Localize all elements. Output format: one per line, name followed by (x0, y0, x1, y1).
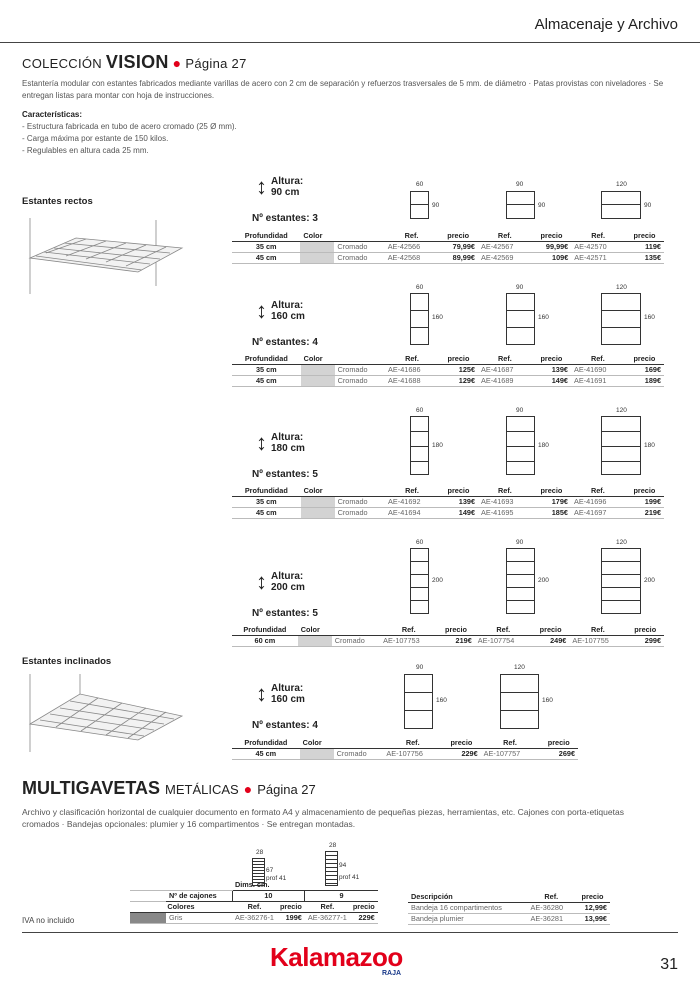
multigavetas-description: Archivo y clasificación horizontal de cualquier documento en formato A4 y almacenamiento de pequeñas piezas, herramientas, etc. Cajones con porta-etiquetas cromados · Bandejas opcionales: plumier y 16 compartimentos · Se entregan montadas. (22, 807, 624, 829)
col-header: precio (438, 230, 478, 241)
diagram-width-label: 90 (516, 539, 524, 546)
price-cell: 199€ (625, 496, 664, 507)
diagram-width-label: 60 (416, 539, 424, 546)
price-cell: 249€ (532, 635, 569, 646)
diagram-width-label: 90 (416, 664, 424, 671)
colores-label: Colores (130, 901, 232, 912)
price-cell: 189€ (625, 375, 664, 386)
col-header: Ref. (571, 230, 625, 241)
shelf-diagram (506, 548, 535, 614)
diagram-width-label: 60 (416, 284, 424, 291)
col-header: Ref. (385, 230, 439, 241)
col-header: Ref. (478, 353, 532, 364)
col-header: Ref. (305, 901, 350, 912)
page-ref: Página 27 (185, 56, 247, 71)
table-row (232, 507, 664, 518)
altura-label: Altura: (271, 571, 304, 582)
height-indicator (256, 296, 305, 326)
col-header: Ref. (383, 737, 442, 748)
price-cell: 229€ (442, 748, 481, 759)
col-header: Ref. (478, 230, 532, 241)
col-header: precio (442, 737, 481, 748)
feature-item: - Carga máxima por estante de 150 kilos. (22, 134, 169, 143)
kalamazoo-logo: Kalamazoo (270, 942, 403, 972)
color-cell: Gris (166, 912, 232, 923)
feature-item: - Regulables en altura cada 25 mm. (22, 146, 149, 155)
shelf-diagram (506, 191, 535, 219)
price-cell: 219€ (625, 507, 664, 518)
iva-note: IVA no incluido (22, 916, 75, 925)
cajones-label: Nº de cajones (166, 890, 232, 901)
price-cell: 149€ (532, 375, 571, 386)
height-indicator (256, 567, 305, 597)
diagram-height-label: 180 (644, 442, 655, 449)
color-cell: Cromado (332, 635, 380, 646)
col-header: precio (350, 901, 378, 912)
table-row (232, 748, 578, 759)
diagram-height-label: 160 (436, 697, 447, 704)
ref-cell: AE-107755 (569, 635, 626, 646)
prof-cell: 35 cm (232, 496, 301, 507)
col-header: precio (625, 485, 664, 496)
price-cell: 139€ (439, 496, 478, 507)
altura-value: 160 cm (271, 311, 305, 322)
height-indicator (256, 172, 303, 202)
col-header: precio (532, 230, 572, 241)
price-cell: 149€ (439, 507, 478, 518)
col-header: Ref. (385, 353, 439, 364)
vision-description: Estantería modular con estantes fabricados mediante varillas de acero con 2 cm de separación y refuerzos trasversales de 5 mm. de diámetro · Patas provistas con niveladores · Se entregan listas para montar con hoja de instrucciones. (22, 79, 664, 100)
diagram-width-label: 60 (416, 407, 424, 414)
col-header: Profundidad (232, 230, 300, 241)
altura-label: Altura: (271, 683, 304, 694)
col-header: Color (300, 737, 384, 748)
table-row (232, 375, 664, 386)
ref-cell: AE-107753 (380, 635, 437, 646)
color-cell: Cromado (334, 748, 384, 759)
price-cell: 139€ (532, 364, 571, 375)
label-estantes-rectos: Estantes rectos (22, 196, 93, 207)
diagram-height-label: 160 (644, 314, 655, 321)
color-cell: Cromado (335, 364, 385, 375)
diagram-height-label: 160 (538, 314, 549, 321)
ref-cell: AE-42568 (385, 252, 439, 263)
ref-cell: AE-41696 (571, 496, 625, 507)
col-header: Color (300, 230, 384, 241)
shelf-diagram (506, 293, 535, 345)
shelf-inclined-image (26, 674, 186, 752)
altura-value: 200 cm (271, 582, 305, 593)
height-indicator (256, 679, 305, 709)
bullet-icon: ● (243, 781, 253, 797)
prof-cell: 35 cm (232, 241, 300, 252)
shelf-diagram (404, 674, 433, 729)
ref-cell: AE-107756 (383, 748, 442, 759)
diagram-height-label: 90 (432, 202, 440, 209)
ref-cell: AE-41686 (385, 364, 439, 375)
col-header: precio (539, 737, 578, 748)
table-row (232, 241, 664, 252)
ref-cell: AE-41693 (478, 496, 532, 507)
col-header: Ref. (528, 891, 575, 902)
shelf-diagram (601, 293, 641, 345)
col-header: Descripción (408, 891, 528, 902)
ref-cell: AE-41692 (385, 496, 439, 507)
price-cell: 129€ (439, 375, 478, 386)
col-header: Ref. (475, 624, 532, 635)
shelf-diagram (410, 191, 429, 219)
cabinet-depth-label: prof 41 (266, 875, 287, 882)
price-cell: 109€ (532, 252, 572, 263)
ref-cell: AE-42569 (478, 252, 532, 263)
shelf-diagram (410, 416, 429, 475)
header-divider (0, 42, 700, 43)
col-header: precio (439, 485, 478, 496)
height-ruler-icon: ↕ (256, 298, 267, 323)
prof-cell: 45 cm (232, 748, 300, 759)
col-header: precio (532, 353, 571, 364)
col-header: Profundidad (232, 624, 298, 635)
ref-cell: AE-36276-1 (232, 912, 277, 923)
color-swatch (301, 496, 335, 507)
color-cell: Cromado (335, 507, 385, 518)
num-shelves: Nº estantes: 3 (252, 213, 318, 224)
diagram-width-label: 120 (616, 407, 627, 414)
dims-label: Dims. cm. (232, 879, 378, 890)
altura-value: 160 cm (271, 694, 305, 705)
col-header: precio (625, 353, 664, 364)
diagram-width-label: 120 (616, 181, 627, 188)
height-ruler-icon: ↕ (256, 174, 267, 199)
col-header: precio (277, 901, 305, 912)
ref-cell: AE-36277-1 (305, 912, 350, 923)
desc-cell: Bandeja plumier (408, 913, 528, 924)
shelf-diagram (410, 548, 429, 614)
price-cell: 12,99€ (575, 902, 610, 913)
collection-name: VISION (105, 52, 169, 72)
col-header: Ref. (569, 624, 626, 635)
price-table (232, 737, 578, 760)
price-cell: 79,99€ (438, 241, 478, 252)
ref-cell: AE-41694 (385, 507, 439, 518)
altura-label: Altura: (271, 432, 304, 443)
col-header: Color (301, 353, 385, 364)
page-number: 31 (660, 956, 678, 973)
ref-cell: AE-41695 (478, 507, 532, 518)
diagram-height-label: 200 (432, 577, 443, 584)
price-cell: 89,99€ (438, 252, 478, 263)
ref-cell: AE-41690 (571, 364, 625, 375)
diagram-height-label: 160 (432, 314, 443, 321)
col-header: Ref. (571, 485, 625, 496)
color-swatch (300, 241, 334, 252)
price-cell: 125€ (439, 364, 478, 375)
col-header: precio (575, 891, 610, 902)
price-cell: 13,99€ (575, 913, 610, 924)
diagram-width-label: 120 (616, 539, 627, 546)
col-header: precio (532, 485, 571, 496)
page-ref: Página 27 (257, 782, 316, 797)
diagram-height-label: 90 (538, 202, 546, 209)
price-table (232, 624, 664, 647)
altura-value: 90 cm (271, 187, 300, 198)
prof-cell: 35 cm (232, 364, 301, 375)
footer-divider (22, 932, 678, 933)
shelf-diagram (410, 293, 429, 345)
diagram-height-label: 160 (542, 697, 553, 704)
ref-cell: AE-107754 (475, 635, 532, 646)
table-row (130, 912, 378, 923)
price-cell: 219€ (437, 635, 474, 646)
cajones-value: 10 (232, 890, 305, 901)
prof-cell: 45 cm (232, 507, 301, 518)
accessories-table (408, 891, 610, 925)
multigavetas-table (130, 879, 378, 924)
price-cell: 179€ (532, 496, 571, 507)
diagram-height-label: 180 (538, 442, 549, 449)
ref-cell: AE-42570 (571, 241, 625, 252)
price-cell: 169€ (625, 364, 664, 375)
price-table (232, 230, 664, 264)
price-cell: 135€ (625, 252, 664, 263)
col-header: Ref. (385, 485, 439, 496)
shelf-diagram (500, 674, 539, 729)
shelf-diagram (601, 416, 641, 475)
diagram-height-label: 90 (644, 202, 652, 209)
bullet-icon: ● (172, 55, 182, 71)
caracteristicas-title: Características: (22, 110, 83, 119)
price-table (232, 485, 664, 519)
height-ruler-icon: ↕ (256, 430, 267, 455)
ref-cell: AE-41687 (478, 364, 532, 375)
diagram-width-label: 90 (516, 181, 524, 188)
col-header: precio (439, 353, 478, 364)
cabinet-depth-label: prof 41 (339, 874, 360, 881)
shelf-diagram (601, 548, 641, 614)
cabinet-height-label: 67 (266, 867, 274, 874)
table-row (408, 902, 610, 913)
coleccion-label: COLECCIÓN (22, 56, 102, 71)
color-swatch (301, 364, 335, 375)
diagram-width-label: 90 (516, 284, 524, 291)
col-header: Ref. (481, 737, 540, 748)
desc-cell: Bandeja 16 compartimentos (408, 902, 528, 913)
ref-cell: AE-41697 (571, 507, 625, 518)
color-cell: Cromado (335, 496, 385, 507)
ref-cell: AE-41691 (571, 375, 625, 386)
price-cell: 269€ (539, 748, 578, 759)
col-header: Color (301, 485, 385, 496)
col-header: Ref. (232, 901, 277, 912)
color-swatch (300, 748, 334, 759)
ref-cell: AE-42567 (478, 241, 532, 252)
cabinet-width-label: 28 (329, 842, 337, 849)
col-header: Profundidad (232, 485, 301, 496)
ref-cell: AE-42566 (385, 241, 439, 252)
shelf-diagram (601, 191, 641, 219)
color-swatch (301, 375, 335, 386)
diagram-width-label: 90 (516, 407, 524, 414)
altura-label: Altura: (271, 176, 304, 187)
feature-item: - Estructura fabricada en tubo de acero cromado (25 Ø mm). (22, 122, 237, 131)
diagram-height-label: 200 (644, 577, 655, 584)
num-shelves: Nº estantes: 4 (252, 337, 318, 348)
price-cell: 299€ (626, 635, 664, 646)
diagram-height-label: 200 (538, 577, 549, 584)
color-swatch (300, 252, 334, 263)
color-cell: Cromado (334, 252, 384, 263)
num-shelves: Nº estantes: 4 (252, 720, 318, 731)
section-title: Almacenaje y Archivo (534, 16, 678, 33)
col-header: precio (437, 624, 474, 635)
height-ruler-icon: ↕ (256, 569, 267, 594)
table-row (232, 635, 664, 646)
color-swatch (130, 912, 166, 923)
prof-cell: 60 cm (232, 635, 298, 646)
price-cell: 185€ (532, 507, 571, 518)
prof-cell: 45 cm (232, 252, 300, 263)
cabinet-height-label: 94 (339, 862, 347, 869)
ref-cell: AE-36280 (528, 902, 575, 913)
table-row (232, 496, 664, 507)
color-cell: Cromado (335, 375, 385, 386)
label-estantes-inclinados: Estantes inclinados (22, 656, 112, 667)
caracteristicas-list (22, 121, 672, 157)
col-header: precio (532, 624, 569, 635)
height-ruler-icon: ↕ (256, 681, 267, 706)
multigavetas-subtitle: METÁLICAS (165, 782, 239, 797)
ref-cell: AE-107757 (481, 748, 540, 759)
col-header: precio (625, 230, 664, 241)
col-header: Profundidad (232, 353, 301, 364)
num-shelves: Nº estantes: 5 (252, 608, 318, 619)
col-header: Ref. (380, 624, 437, 635)
altura-label: Altura: (271, 300, 304, 311)
price-cell: 99,99€ (532, 241, 572, 252)
num-shelves: Nº estantes: 5 (252, 469, 318, 480)
diagram-height-label: 180 (432, 442, 443, 449)
table-row (408, 913, 610, 924)
price-cell: 119€ (625, 241, 664, 252)
multigavetas-heading (22, 778, 316, 799)
color-cell: Cromado (334, 241, 384, 252)
price-cell: 229€ (350, 912, 378, 923)
col-header: Ref. (571, 353, 625, 364)
cajones-value: 9 (305, 890, 378, 901)
diagram-width-label: 120 (514, 664, 525, 671)
price-table (232, 353, 664, 387)
col-header: Profundidad (232, 737, 300, 748)
diagram-width-label: 120 (616, 284, 627, 291)
shelf-diagram (506, 416, 535, 475)
table-row (232, 364, 664, 375)
col-header: precio (626, 624, 664, 635)
ref-cell: AE-41689 (478, 375, 532, 386)
ref-cell: AE-41688 (385, 375, 439, 386)
collection-heading (22, 52, 247, 73)
altura-value: 180 cm (271, 443, 305, 454)
raja-logo: RAJA (382, 970, 402, 977)
prof-cell: 45 cm (232, 375, 301, 386)
ref-cell: AE-42571 (571, 252, 625, 263)
multigavetas-title: MULTIGAVETAS (22, 778, 160, 798)
color-swatch (301, 507, 335, 518)
price-cell: 199€ (277, 912, 305, 923)
height-indicator (256, 428, 305, 458)
col-header: Ref. (478, 485, 532, 496)
color-swatch (298, 635, 332, 646)
table-row (232, 252, 664, 263)
diagram-width-label: 60 (416, 181, 424, 188)
ref-cell: AE-36281 (528, 913, 575, 924)
col-header: Color (298, 624, 380, 635)
cabinet-width-label: 28 (256, 849, 264, 856)
shelf-straight-image (26, 216, 186, 294)
